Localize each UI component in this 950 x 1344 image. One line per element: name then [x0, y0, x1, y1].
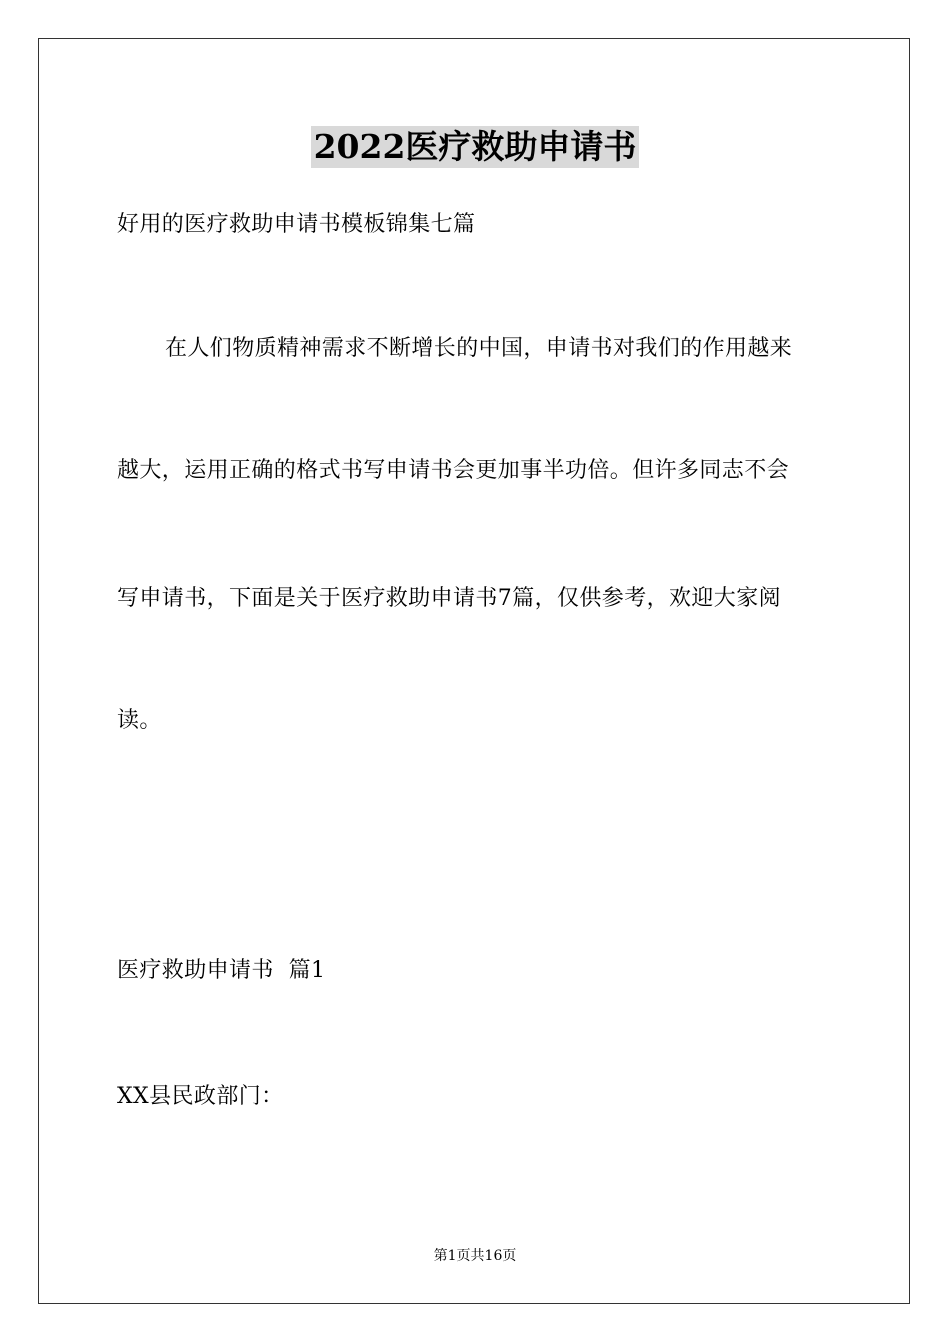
intro-line-1: 在人们物质精神需求不断增长的中国，申请书对我们的作用越来 — [165, 336, 793, 361]
page-number: 第1页 — [433, 1248, 471, 1264]
total-pages: 共16页 — [470, 1248, 517, 1264]
document-subtitle: 好用的医疗救助申请书模板锦集七篇 — [117, 212, 476, 237]
salutation: XX县民政部门： — [117, 1084, 284, 1109]
document-title: 2022医疗救助申请书 — [311, 126, 640, 168]
intro-line-3: 写申请书，下面是关于医疗救助申请书7篇，仅供参考，欢迎大家阅 — [117, 586, 781, 611]
section-heading: 医疗救助申请书 篇1 — [117, 958, 326, 983]
intro-line-4: 读。 — [117, 708, 162, 733]
intro-line-2: 越大，运用正确的格式书写申请书会更加事半功倍。但许多同志不会 — [117, 458, 790, 483]
title-container — [0, 126, 950, 168]
page-footer — [0, 1246, 950, 1266]
